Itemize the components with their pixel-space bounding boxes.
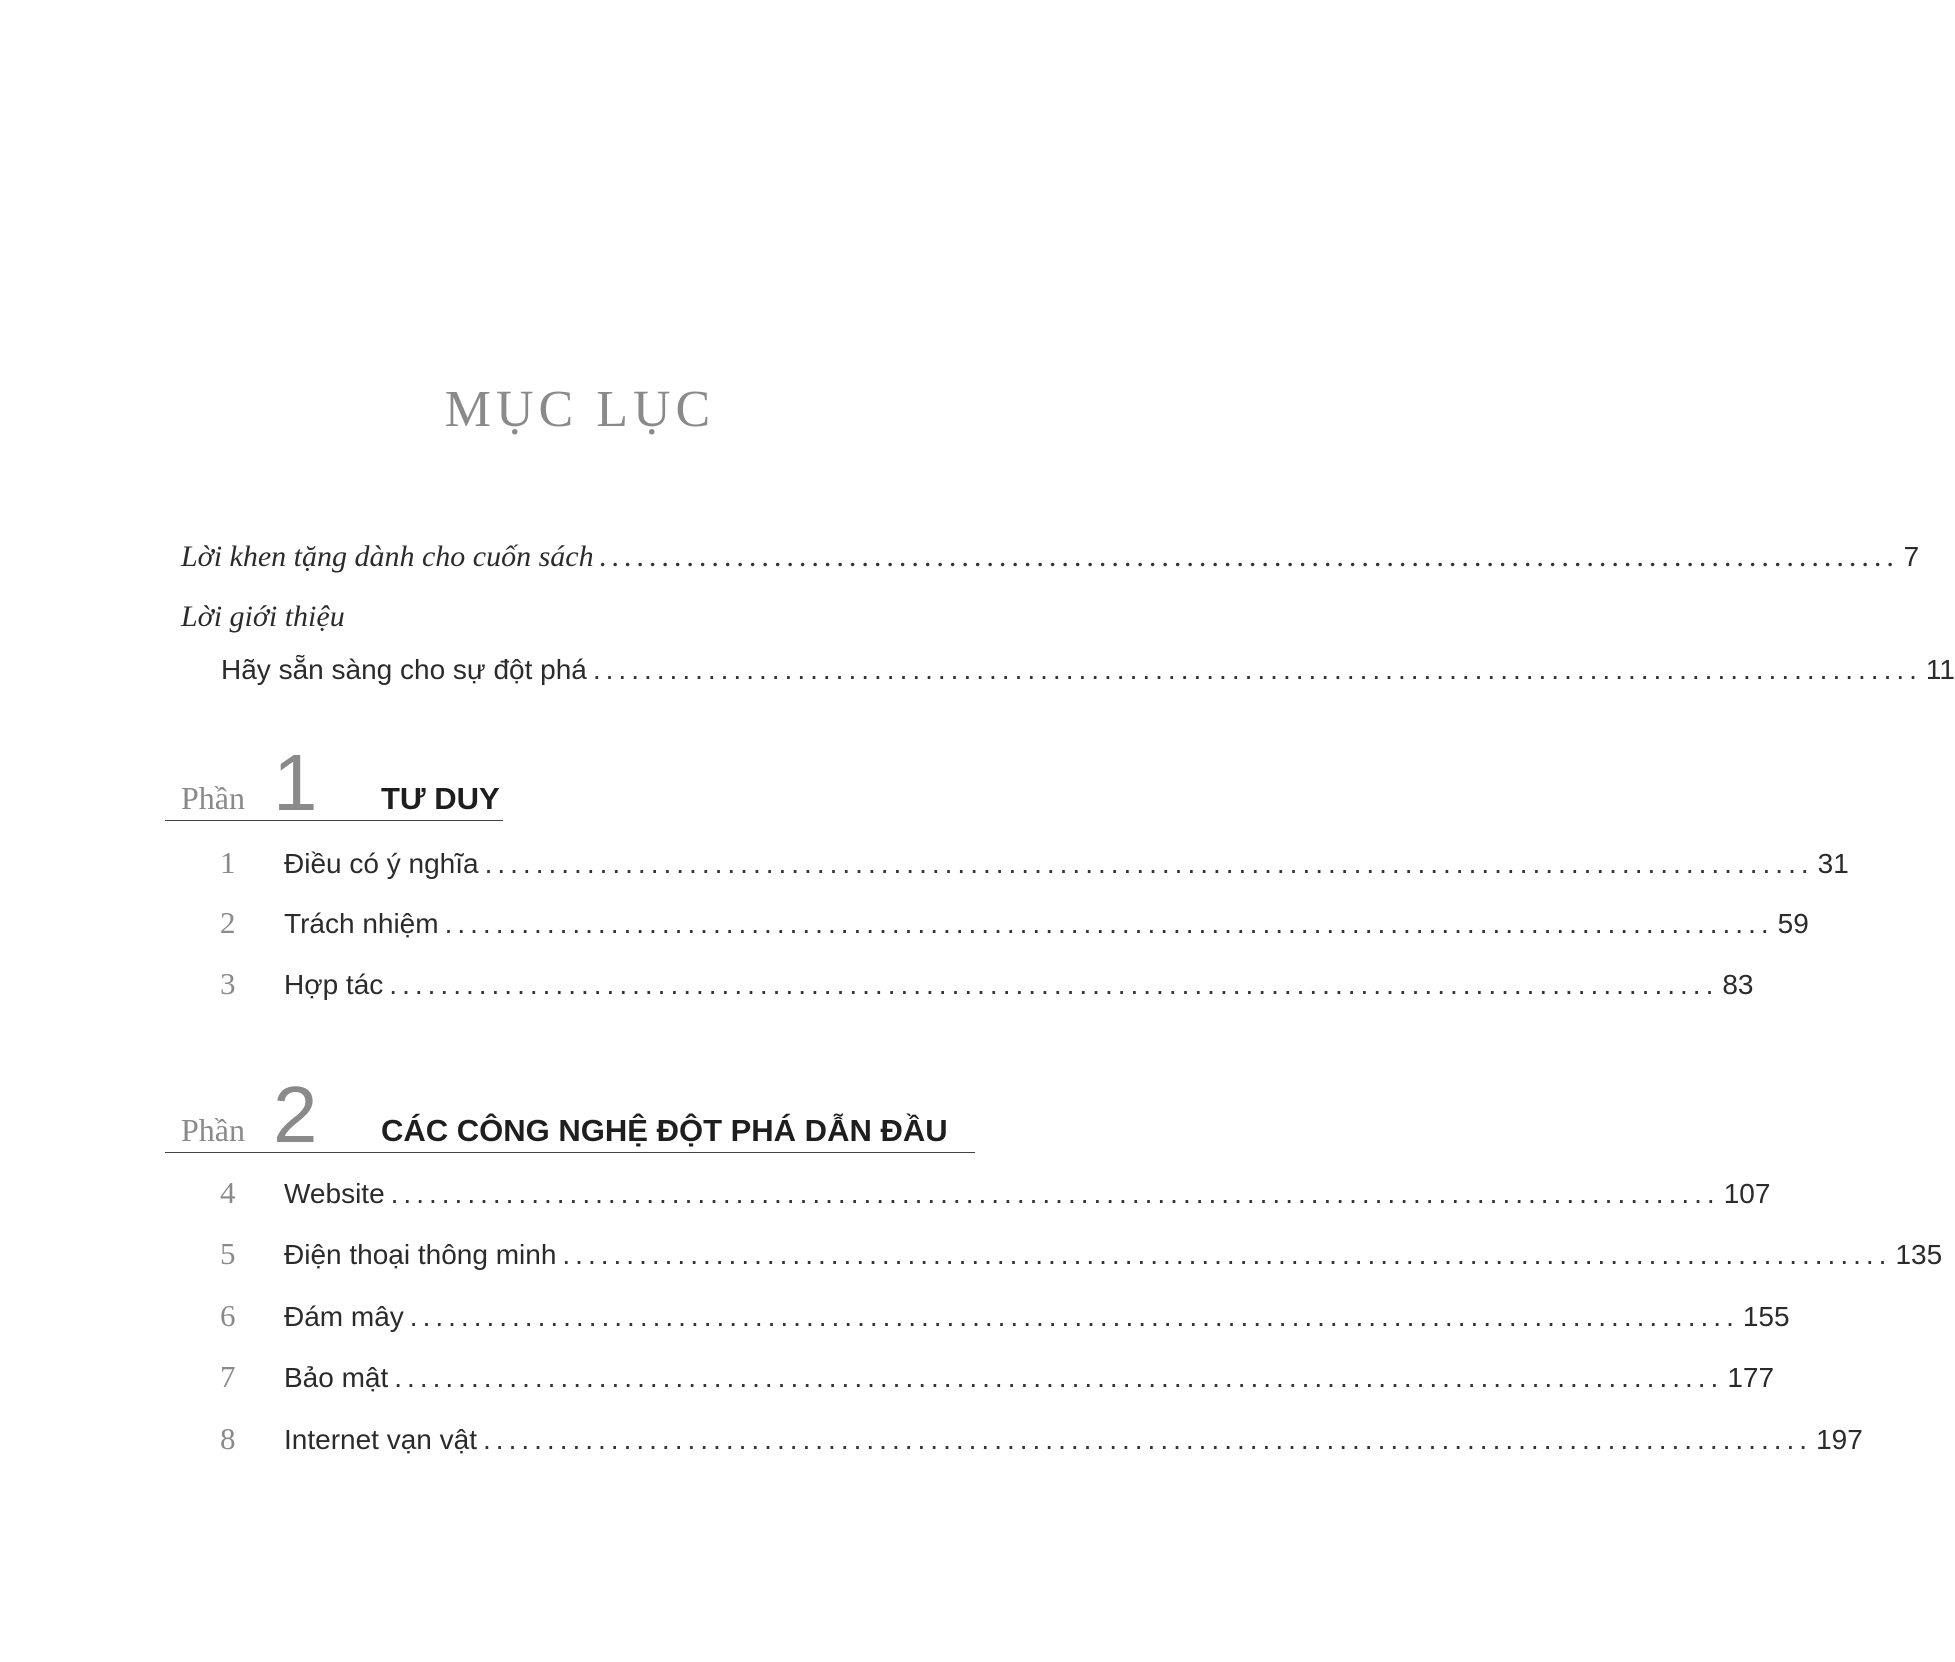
toc-entry-introduction[interactable] [221,654,1955,686]
chapter-page: 155 [1742,1301,1790,1332]
dot-leader: ........................................................................................................ [599,540,1900,573]
chapter-number: 6 [220,1298,236,1333]
toc-chapter-4[interactable] [220,1175,1771,1211]
chapter-number: 3 [220,966,236,1001]
part-title: TƯ DUY [381,781,500,816]
chapter-number: 7 [220,1359,236,1394]
dot-leader: ........................................................................................................ [394,1362,1724,1393]
chapter-number: 1 [220,845,236,880]
part-number: 2 [273,1070,318,1159]
part-divider [165,1152,975,1153]
dot-leader: ........................................................................................................ [389,969,1719,1000]
dot-leader: ........................................................................................................ [444,908,1774,939]
part-divider [165,820,503,821]
chapter-title: Internet vạn vật [284,1424,478,1455]
toc-entry-label: Lời khen tặng dành cho cuốn sách [181,540,594,573]
chapter-title: Hợp tác [284,969,384,1000]
toc-entry-label: Hãy sẵn sàng cho sự đột phá [221,654,587,685]
toc-chapter-8[interactable] [220,1421,1863,1457]
chapter-number: 4 [220,1175,236,1210]
toc-chapter-1[interactable] [220,845,1849,881]
toc-chapter-2[interactable] [220,905,1809,941]
part-2-header [165,1070,975,1159]
dot-leader: ........................................................................................................ [562,1239,1892,1270]
chapter-number: 2 [220,905,236,940]
toc-chapter-6[interactable] [220,1298,1790,1334]
toc-entry-page: 7 [1903,541,1920,572]
chapter-page: 83 [1722,969,1754,1000]
dot-leader: ........................................................................................................ [390,1178,1720,1209]
chapter-page: 107 [1723,1178,1771,1209]
toc-chapter-3[interactable] [220,966,1754,1002]
toc-chapter-5[interactable] [220,1236,1943,1272]
part-title: CÁC CÔNG NGHỆ ĐỘT PHÁ DẪN ĐẦU [381,1113,948,1148]
dot-leader: ........................................................................................................ [484,848,1814,879]
chapter-title: Trách nhiệm [284,908,439,939]
chapter-title: Điều có ý nghĩa [284,848,479,879]
part-word: Phần [181,780,245,816]
dot-leader: ........................................................................................................ [483,1424,1813,1455]
part-word: Phần [181,1112,245,1148]
chapter-page: 177 [1727,1362,1775,1393]
toc-entry-page: 11 [1925,654,1955,685]
part-1-header [165,738,503,827]
chapter-title: Điện thoại thông minh [284,1239,557,1270]
chapter-title: Bảo mật [284,1362,389,1393]
part-number: 1 [273,738,318,827]
toc-chapter-7[interactable] [220,1359,1775,1395]
chapter-page: 31 [1817,848,1849,879]
page-title: MỤC LỤC [444,381,716,438]
dot-leader: ........................................................................................................ [592,654,1922,685]
chapter-title: Website [284,1178,385,1209]
chapter-page: 59 [1777,908,1809,939]
chapter-title: Đám mây [284,1301,404,1332]
chapter-number: 5 [220,1236,236,1271]
chapter-page: 197 [1816,1424,1863,1455]
dot-leader: ........................................................................................................ [409,1301,1739,1332]
chapter-number: 8 [220,1421,236,1456]
introduction-heading: Lời giới thiệu [181,600,345,633]
chapter-page: 135 [1895,1239,1943,1270]
toc-entry-praise[interactable] [181,540,1920,574]
